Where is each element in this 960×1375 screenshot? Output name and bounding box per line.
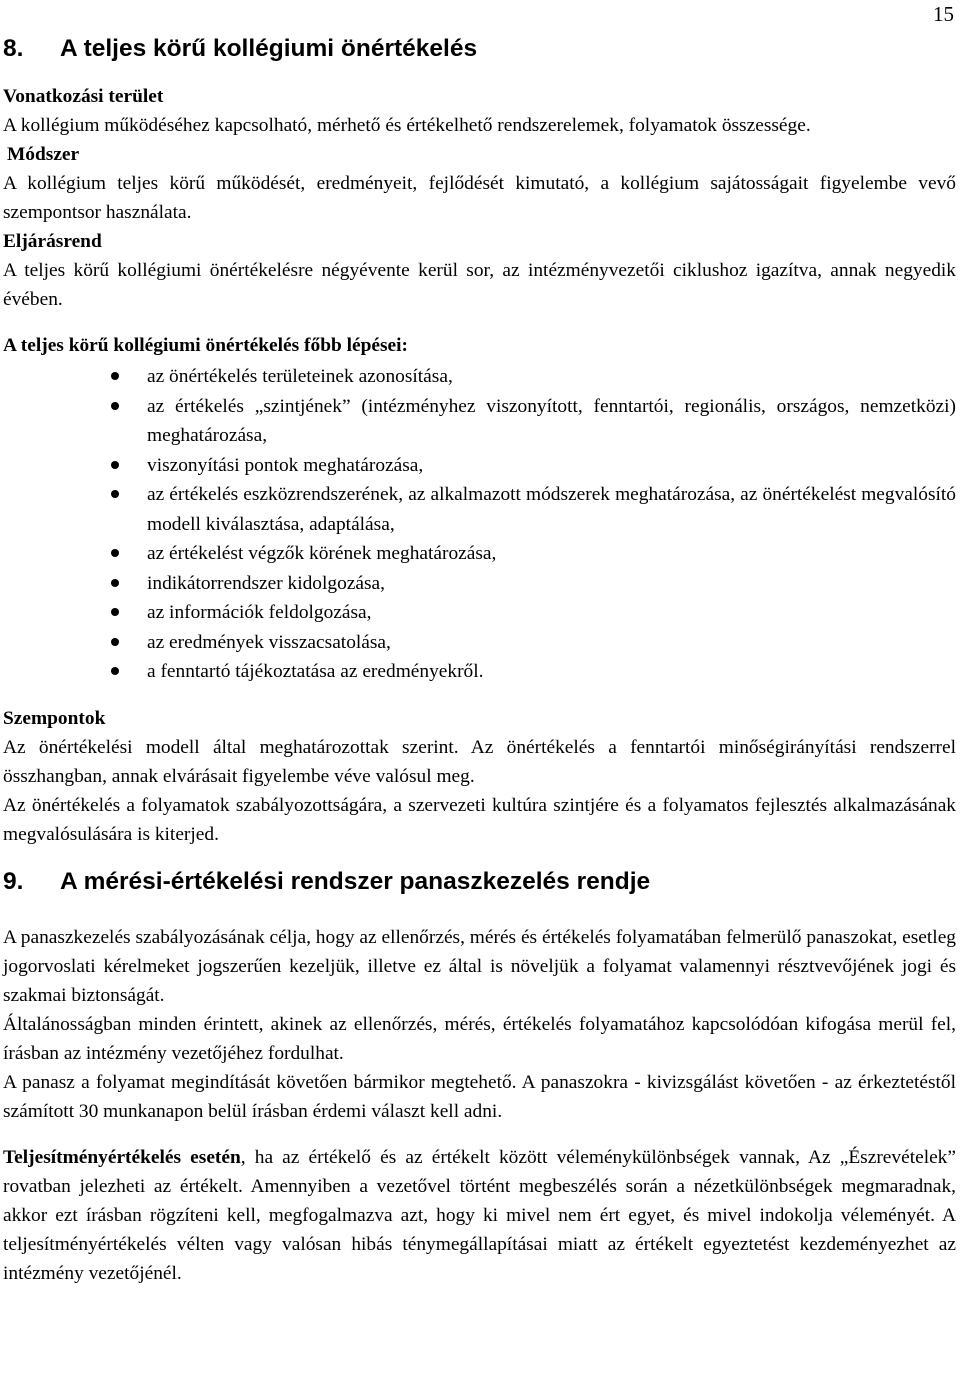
- bullet-icon: [111, 402, 119, 410]
- bullet-icon: [111, 608, 119, 616]
- criteria-heading: Szempontok: [3, 707, 106, 729]
- scope-text: A kollégium működéséhez kapcsolható, mérhető és értékelhető rendszerelemek, folyamatok összessége.: [3, 115, 811, 136]
- section-8-number: 8.: [3, 35, 24, 62]
- complaint-paragraph-3: A panasz a folyamat megindítását követően bármikor megtehető. A panaszokra - kivizsgálást követően - az érkeztetéstől számított 30 munkanapon belül írásban érdemi választ kell adni.: [3, 1071, 956, 1122]
- section-9-number: 9.: [3, 867, 24, 895]
- list-item: az értékelés „szintjének” (intézményhez viszonyított, fenntartói, regionális, országos, nemzetközi) meghatározása,: [147, 392, 956, 451]
- steps-list: [3, 362, 956, 687]
- bullet-icon: [111, 667, 119, 675]
- complaint-paragraph-1: A panaszkezelés szabályozásának célja, hogy az ellenőrzés, mérés és értékelés folyamatában felmerülő panaszokat, esetleg jogorvoslati kérelmeket jogszerűen kezeljük, illetve ez által is növeljük a folyamat valamennyi résztvevőjének jogi és szakmai biztonságát.: [3, 926, 956, 1006]
- list-item: az információk feldolgozása,: [147, 598, 956, 628]
- list-item: az eredmények visszacsatolása,: [147, 628, 956, 658]
- list-item: a fenntartó tájékoztatása az eredményekről.: [147, 657, 956, 687]
- performance-paragraph: [3, 1143, 956, 1288]
- method-heading: Módszer: [7, 144, 80, 165]
- performance-text: , ha az értékelő és az értékelt között véleménykülönbségek vannak, Az „Észrevételek” rovatban jelezheti az értékelt. Amennyiben a vezetővel történt megbeszélés során a nézetkülönbségek megmaradnak, akkor ezt írásban rögzíteni kell, megfogalmazva azt, hogy ki mivel nem ért egyet, és mivel indokolja véleményét. A teljesítményértékelés vélten vagy valósan hibás ténymegállapításai miatt az értékelt egyeztetést kezdeményezhet az intézmény vezetőjénél.: [3, 1146, 956, 1284]
- list-item: viszonyítási pontok meghatározása,: [147, 451, 956, 481]
- bullet-icon: [111, 579, 119, 587]
- bullet-icon: [111, 638, 119, 646]
- page-number: 15: [933, 2, 954, 26]
- bullet-icon: [111, 490, 119, 498]
- section-8-heading: [3, 34, 956, 64]
- section-9-title: A mérési-értékelési rendszer panaszkezelés rendje: [60, 867, 651, 895]
- method-text: A kollégium teljes körű működését, eredményeit, fejlődését kimutató, a kollégium sajátosságait figyelembe vevő szempontsor használata.: [3, 173, 956, 223]
- procedure-text: A teljes körű kollégiumi önértékelésre négyévente kerül sor, az intézményvezetői ciklushoz igazítva, annak negyedik évében.: [3, 260, 956, 310]
- criteria-paragraph-1: Az önértékelési modell által meghatározottak szerint. Az önértékelés a fenntartói minőségirányítási rendszerrel összhangban, annak elvárásait figyelembe véve valósul meg.: [3, 736, 956, 787]
- scope-heading: Vonatkozási terület: [3, 86, 164, 107]
- complaint-paragraph-2: Általánosságban minden érintett, akinek az ellenőrzés, mérés, értékelés folyamatához kapcsolódóan kifogása merül fel, írásban az intézmény vezetőjéhez fordulhat.: [3, 1013, 956, 1064]
- list-item: indikátorrendszer kidolgozása,: [147, 569, 956, 599]
- list-item: az értékelés eszközrendszerének, az alkalmazott módszerek meghatározása, az önértékelést megvalósító modell kiválasztása, adaptálása,: [147, 480, 956, 539]
- section-9-heading: [3, 867, 956, 897]
- performance-lead: Teljesítményértékelés esetén: [3, 1146, 241, 1168]
- list-item: az önértékelés területeinek azonosítása,: [147, 362, 956, 392]
- bullet-icon: [111, 372, 119, 380]
- procedure-heading: Eljárásrend: [3, 231, 102, 252]
- bullet-icon: [111, 549, 119, 557]
- bullet-icon: [111, 461, 119, 469]
- criteria-paragraph-2: Az önértékelés a folyamatok szabályozottságára, a szervezeti kultúra szintjére és a folyamatos fejlesztés alkalmazásának megvalósulására is kiterjed.: [3, 794, 956, 845]
- section-8-title: A teljes körű kollégiumi önértékelés: [60, 35, 478, 62]
- list-item: az értékelést végzők körének meghatározása,: [147, 539, 956, 569]
- steps-heading: A teljes körű kollégiumi önértékelés főbb lépései:: [3, 335, 409, 356]
- document-body: [3, 30, 956, 1288]
